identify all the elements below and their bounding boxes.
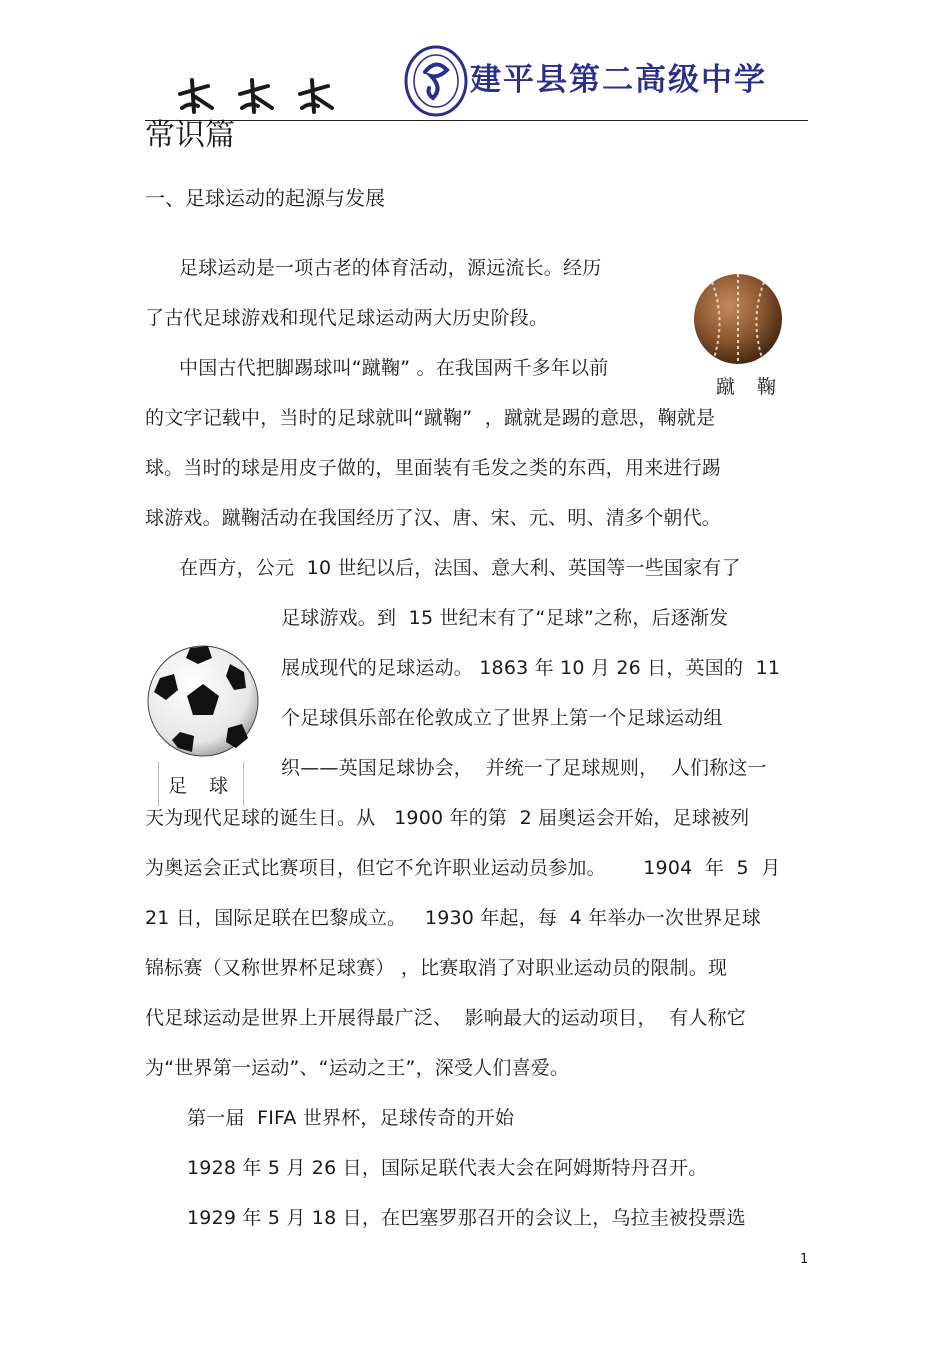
- section-heading: 一、足球运动的起源与发展: [145, 186, 385, 210]
- text-line: 代足球运动是世界上开展得最广泛、 影响最大的运动项目， 有人称它: [145, 1007, 746, 1029]
- text-line: 在西方，公元 10 世纪以后，法国、意大利、英国等一些国家有了: [179, 557, 741, 579]
- text-line: 足球游戏。到 15 世纪末有了“足球”之称，后逐渐发: [281, 607, 729, 629]
- text-line: 织——英国足球协会， 并统一了足球规则， 人们称这一: [281, 757, 767, 779]
- text-line: 中国古代把脚踢球叫“蹴鞠” 。在我国两千多年以前: [179, 357, 609, 379]
- stick-figure-icon: [180, 80, 332, 112]
- stick-figure-decoration: [172, 72, 347, 118]
- text-line: 球游戏。蹴鞠活动在我国经历了汉、唐、宋、元、明、清多个朝代。: [145, 507, 722, 529]
- text-line: 天为现代足球的诞生日。从 1900 年的第 2 届奥运会开始，足球被列: [145, 807, 750, 829]
- text-line: 的文字记载中，当时的足球就叫“蹴鞠” ，蹴就是踢的意思，鞠就是: [145, 407, 716, 429]
- text-line: 锦标赛（又称世界杯足球赛） ，比赛取消了对职业运动员的限制。现: [145, 957, 728, 979]
- text-line: 1929 年 5 月 18 日，在巴塞罗那召开的会议上，乌拉圭被投票选: [187, 1207, 746, 1229]
- soccer-caption: 足 球: [168, 775, 237, 797]
- text-line: 球。当时的球是用皮子做的，里面装有毛发之类的东西，用来进行踢: [145, 457, 722, 479]
- text-line: 1928 年 5 月 26 日，国际足联代表大会在阿姆斯特丹召开。: [187, 1157, 708, 1179]
- page-number: 1: [800, 1252, 809, 1267]
- text-line: 了古代足球游戏和现代足球运动两大历史阶段。: [145, 307, 549, 329]
- text-line: 为“世界第一运动”、“运动之王”，深受人们喜爱。: [145, 1057, 570, 1079]
- cuju-ball-image: [692, 272, 784, 366]
- header-rule: [145, 120, 808, 121]
- school-seal-icon: [403, 44, 469, 118]
- page-title: 常识篇: [145, 118, 235, 153]
- text-line: 为奥运会正式比赛项目，但它不允许职业运动员参加。 1904 年 5 月: [145, 857, 781, 879]
- text-line: 21 日，国际足联在巴黎成立。 1930 年起，每 4 年举办一次世界足球: [145, 907, 761, 929]
- text-line: 展成现代的足球运动。 1863 年 10 月 26 日，英国的 11: [281, 657, 781, 679]
- text-line: 第一届 FIFA 世界杯，足球传奇的开始: [187, 1107, 515, 1129]
- school-name: 建平县第二高级中学: [470, 62, 767, 98]
- soccer-ball-image: [146, 644, 260, 758]
- text-line: 个足球俱乐部在伦敦成立了世界上第一个足球运动组: [281, 707, 723, 729]
- text-line: 足球运动是一项古老的体育活动，源远流长。经历: [179, 257, 602, 279]
- cuju-caption: 蹴 鞠: [716, 376, 785, 398]
